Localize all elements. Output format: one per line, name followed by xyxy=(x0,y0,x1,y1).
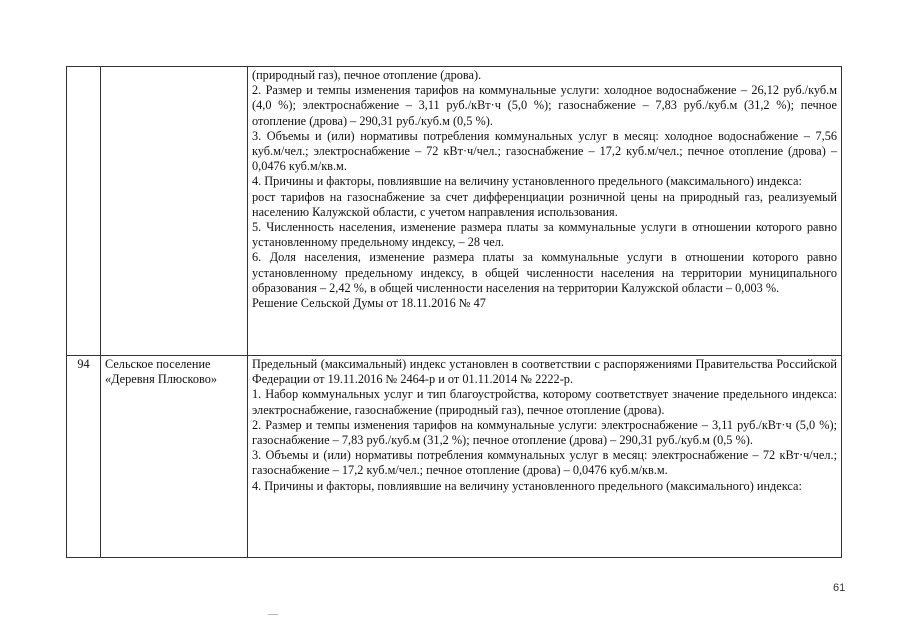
page-number: 61 xyxy=(833,582,846,594)
paragraph: 2. Размер и темпы изменения тарифов на коммунальные услуги: холодное водоснабжение – 26,12 руб./куб.м (4,0 %); электроснабжение – 3,11 руб./кВт·ч (5,0 %); газоснабжение – 7,83 руб./куб.м (31,2 %); печное отопление (дрова) – 290,31 руб./куб.м (0,5 %). xyxy=(252,83,837,128)
row-number-cell xyxy=(67,67,101,356)
municipality-name-cell: Сельское поселение «Деревня Плюсково» xyxy=(101,356,248,558)
municipality-name-cell xyxy=(101,67,248,356)
paragraph: 2. Размер и темпы изменения тарифов на коммунальные услуги: электроснабжение – 3,11 руб./кВт·ч (5,0 %); газоснабжение – 7,83 руб./куб.м (31,2 %); печное отопление (дрова) – 290,31 руб./куб.м (0,5 %). xyxy=(252,417,837,448)
table-row xyxy=(67,67,842,356)
paragraph: 4. Причины и факторы, повлиявшие на величину установленного предельного (максимального) индекса: xyxy=(252,478,802,493)
row-number-cell: 94 xyxy=(67,356,101,558)
paragraph: Предельный (максимальный) индекс установлен в соответствии с распоряжениями Правительства Российской Федерации от 19.11.2016 № 2464-р и от 01.11.2014 № 2222-р. xyxy=(252,357,837,387)
paragraph: рост тарифов на газоснабжение за счет дифференциации розничной цены на природный газ, реализуемый населению Калужской области, с учетом направления использования. xyxy=(252,189,837,219)
paragraph: 5. Численность населения, изменение размера платы за коммунальные услуги в отношении которого равно установленному предельному индексу, – 28 чел. xyxy=(252,220,837,250)
paragraph: 3. Объемы и (или) нормативы потребления коммунальных услуг в месяц: холодное водоснабжение – 7,56 куб.м/чел.; электроснабжение – 72 кВт·ч/чел.; газоснабжение – 17,2 куб.м/чел.; печное отопление (дрова) – 0,0476 куб.м/кв.м. xyxy=(252,128,837,174)
paragraph: Решение Сельской Думы от 18.11.2016 № 47 xyxy=(252,296,486,311)
description-cell xyxy=(248,356,842,558)
table-row xyxy=(67,356,842,558)
municipal-index-table xyxy=(66,66,842,558)
description-cell xyxy=(248,67,842,356)
scan-mark xyxy=(268,614,278,615)
paragraph: 4. Причины и факторы, повлиявшие на величину установленного предельного (максимального) индекса: xyxy=(252,174,802,189)
paragraph: 1. Набор коммунальных услуг и тип благоустройства, которому соответствует значение предельного индекса: электроснабжение, газоснабжение (природный газ), печное отопление (дрова). xyxy=(252,387,837,417)
paragraph: 6. Доля населения, изменение размера платы за коммунальные услуги в отношении которого равно установленному предельному индексу, в общей численности населения на территории муниципального образования – 2,42 %, в общей численности населения на территории Калужской области – 0,003 %. xyxy=(252,250,837,295)
paragraph: 3. Объемы и (или) нормативы потребления коммунальных услуг в месяц: электроснабжение – 72 кВт·ч/чел.; газоснабжение – 17,2 куб.м/чел.; печное отопление (дрова) – 0,0476 куб.м/кв.м. xyxy=(252,448,837,478)
paragraph: (природный газ), печное отопление (дрова). xyxy=(252,68,482,82)
